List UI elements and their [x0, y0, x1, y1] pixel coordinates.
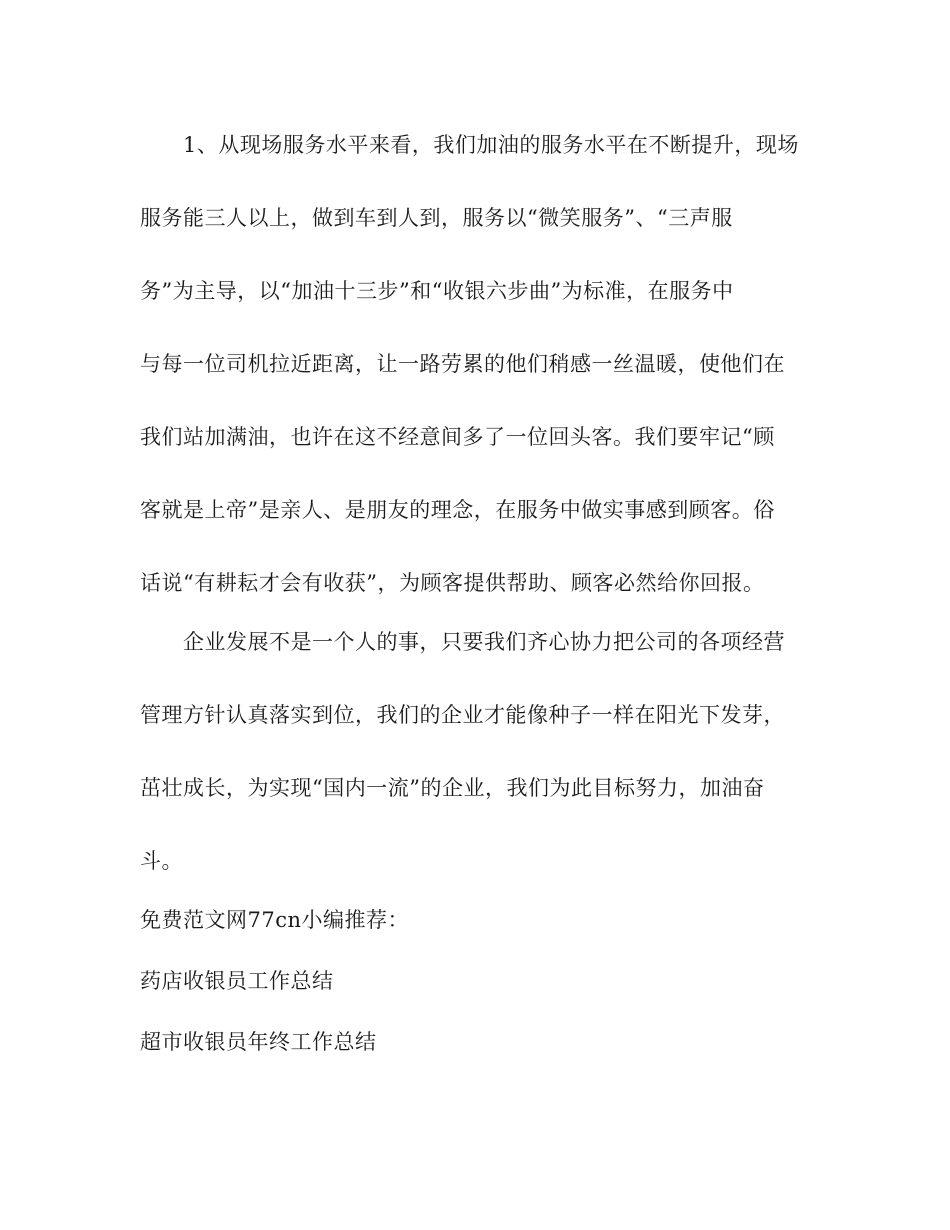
paragraph-1-line-1: 1、从现场服务水平来看，我们加油的服务水平在不断提升，现场: [183, 133, 799, 157]
paragraph-1-line-3: 务”为主导，以“加油十三步”和“收银六步曲”为标准，在服务中: [140, 279, 734, 303]
paragraph-1-line-6: 客就是上帝”是亲人、是朋友的理念，在服务中做实事感到顾客。俗: [140, 498, 775, 522]
paragraph-1-line-7: 话说“有耕耘才会有收获”，为顾客提供帮助、顾客必然给你回报。: [140, 571, 765, 595]
paragraph-2-line-2: 管理方针认真落实到位，我们的企业才能像种子一样在阳光下发芽，: [140, 703, 785, 727]
paragraph-2-line-3: 茁壮成长，为实现“国内一流”的企业，我们为此目标努力，加油奋: [140, 776, 765, 800]
paragraph-1-line-2: 服务能三人以上，做到车到人到，服务以“微笑服务”、“三声服: [140, 206, 733, 230]
recommend-link-1[interactable]: 药店收银员工作总结: [140, 969, 334, 993]
paragraph-2-line-1: 企业发展不是一个人的事，只要我们齐心协力把公司的各项经营: [183, 630, 785, 654]
recommend-heading: 免费范文网77cn小编推荐：: [140, 908, 410, 932]
paragraph-1-line-4: 与每一位司机拉近距离，让一路劳累的他们稍感一丝温暖，使他们在: [140, 352, 785, 376]
paragraph-2-line-4: 斗。: [140, 849, 183, 873]
paragraph-1-line-5: 我们站加满油，也许在这不经意间多了一位回头客。我们要牢记“顾: [140, 425, 775, 449]
recommend-link-2[interactable]: 超市收银员年终工作总结: [140, 1030, 377, 1054]
